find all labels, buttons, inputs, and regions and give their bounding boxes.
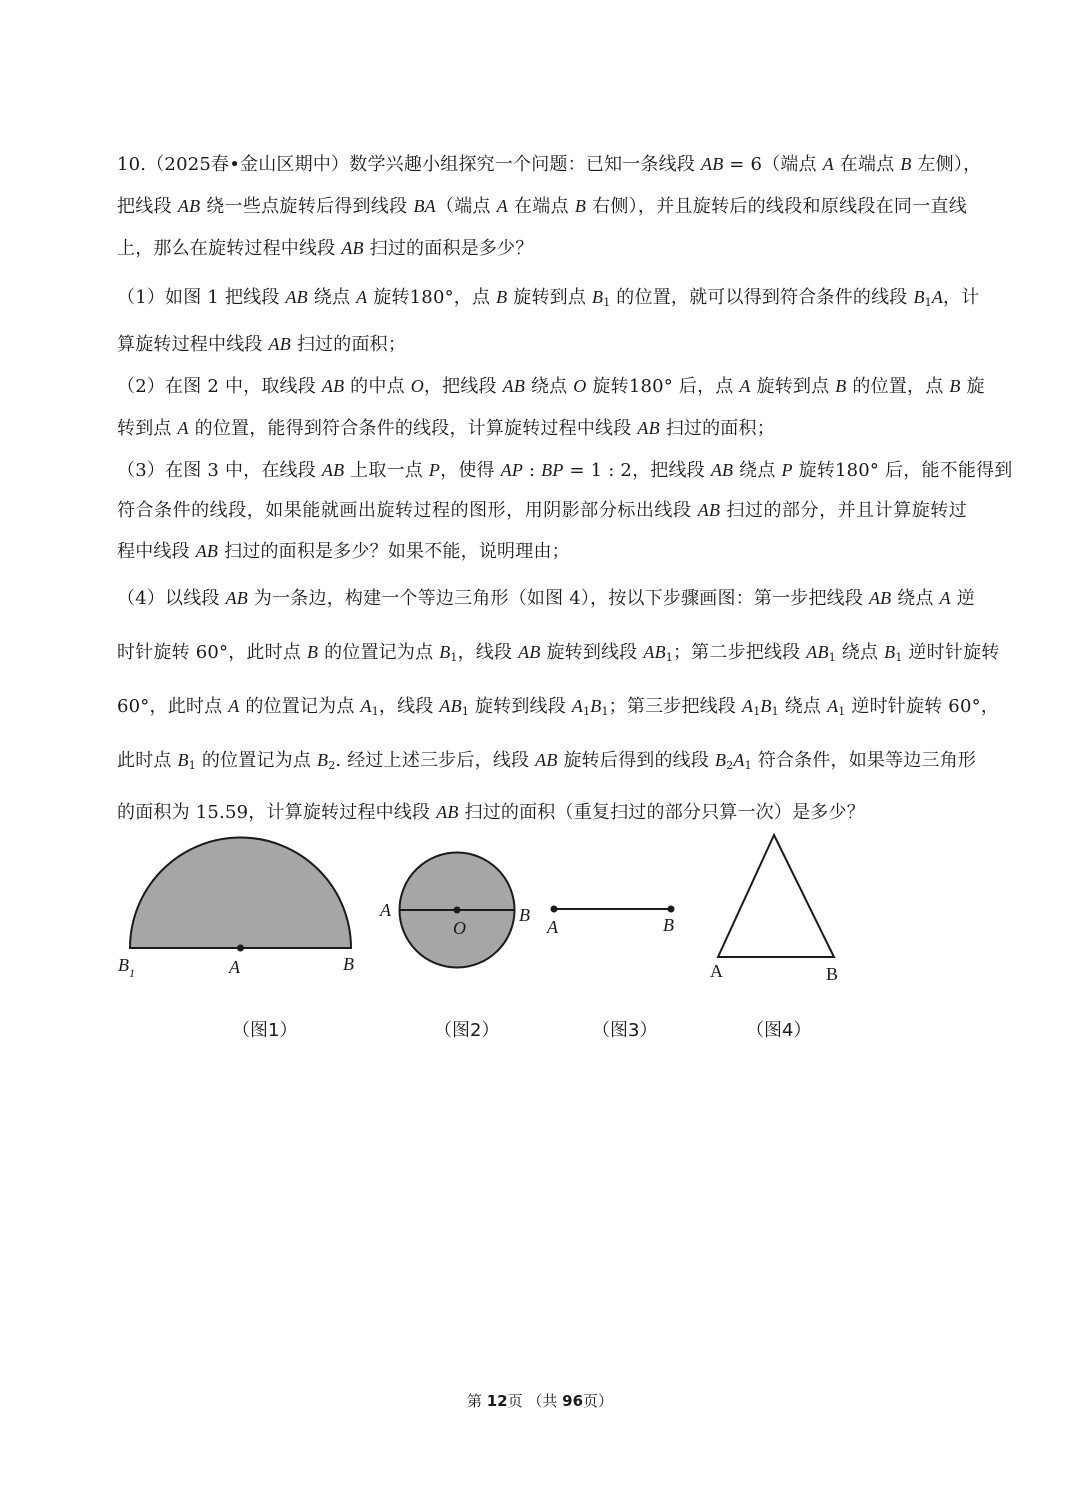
figure-2-circle xyxy=(375,845,535,975)
page-number: 12 xyxy=(486,1392,508,1410)
problem-line-1: 10.（2025春•金山区期中）数学兴趣小组探究一个问题：已知一条线段 AB = 6（端点 A 在端点 B 左侧）， xyxy=(117,154,982,175)
equilateral-triangle xyxy=(718,835,834,957)
question-3-line-1: （3）在图 3 中，在线段 AB 上取一点 P，使得 AP : BP = 1 : 2，把线段 AB 绕点 P 旋转180° 后，能不能得到 xyxy=(117,460,1013,481)
page-footer: 第 12页 （共 96页） xyxy=(466,1392,614,1410)
label-b: B xyxy=(663,915,674,935)
label-a: A xyxy=(380,900,391,920)
figure-4-triangle xyxy=(700,825,850,985)
point-a-dot xyxy=(237,945,244,952)
question-4-line-4: 此时点 $B_1$ 的位置记为点 $B_2$. 经过上述三步后，线段 AB 旋转后得到的线段 $B_2A_1$ 符合条件，如果等边三角形 xyxy=(117,750,977,772)
label-b: B xyxy=(343,954,354,974)
point-b-dot xyxy=(668,906,675,913)
figure-3-segment xyxy=(540,895,690,940)
question-2-line-1: （2）在图 2 中，取线段 AB 的中点 O，把线段 AB 绕点 O 旋转180° 后，点 A 旋转到点 B 的位置，点 B 旋 xyxy=(117,376,985,397)
label-o: O xyxy=(453,918,466,938)
question-3-line-3: 程中线段 AB 扫过的面积是多少？如果不能，说明理由； xyxy=(117,541,570,562)
figure-3-caption: （图3） xyxy=(592,1020,658,1041)
point-a-dot xyxy=(551,906,558,913)
question-4-line-3: 60°，此时点 A 的位置记为点 $A_1$，线段 $AB_1$ 旋转到线段 $A_1B_1$；第三步把线段 $A_1B_1$ 绕点 $A_1$ 逆时针旋转 60°， xyxy=(117,696,1000,718)
question-3-line-2: 符合条件的线段，如果能就画出旋转过程的图形，用阴影部分标出线段 AB 扫过的部分，并且计算旋转过 xyxy=(117,500,967,521)
label-b: B xyxy=(519,905,530,925)
point-o-dot xyxy=(454,907,461,914)
total-pages: 96 xyxy=(562,1392,584,1410)
label-b1: $B_1$ xyxy=(118,955,135,980)
label-a: A xyxy=(547,917,558,937)
question-2-line-2: 转到点 A 的位置，能得到符合条件的线段，计算旋转过程中线段 AB 扫过的面积； xyxy=(117,418,775,439)
figure-1-semicircle xyxy=(110,835,370,980)
question-4-line-2: 时针旋转 60°，此时点 B 的位置记为点 $B_1$，线段 AB 旋转到线段 $AB_1$；第二步把线段 $AB_1$ 绕点 $B_1$ 逆时针旋转 xyxy=(117,642,1000,664)
question-4-line-1: （4）以线段 AB 为一条边，构建一个等边三角形（如图 4），按以下步骤画图：第一步把线段 AB 绕点 A 逆 xyxy=(117,588,975,609)
question-1-line-1: （1）如图 1 把线段 AB 绕点 A 旋转180°，点 B 旋转到点 $B_1$ 的位置，就可以得到符合条件的线段 $B_1A$，计 xyxy=(117,287,980,309)
semicircle-shaded-region xyxy=(130,838,351,949)
figure-1-caption: （图1） xyxy=(232,1020,298,1041)
problem-line-2: 把线段 AB 绕一些点旋转后得到线段 BA（端点 A 在端点 B 右侧），并且旋转后的线段和原线段在同一直线 xyxy=(117,196,967,217)
problem-line-3: 上，那么在旋转过程中线段 AB 扫过的面积是多少？ xyxy=(117,238,534,259)
figure-2-caption: （图2） xyxy=(434,1020,500,1041)
label-b: B xyxy=(826,964,839,984)
question-1-line-2: 算旋转过程中线段 AB 扫过的面积； xyxy=(117,334,407,355)
question-4-line-5: 的面积为 15.59，计算旋转过程中线段 AB 扫过的面积（重复扫过的部分只算一次）是多少？ xyxy=(117,802,865,823)
figure-4-caption: （图4） xyxy=(746,1020,812,1041)
label-a: A xyxy=(710,961,723,981)
label-a: A xyxy=(229,957,240,977)
